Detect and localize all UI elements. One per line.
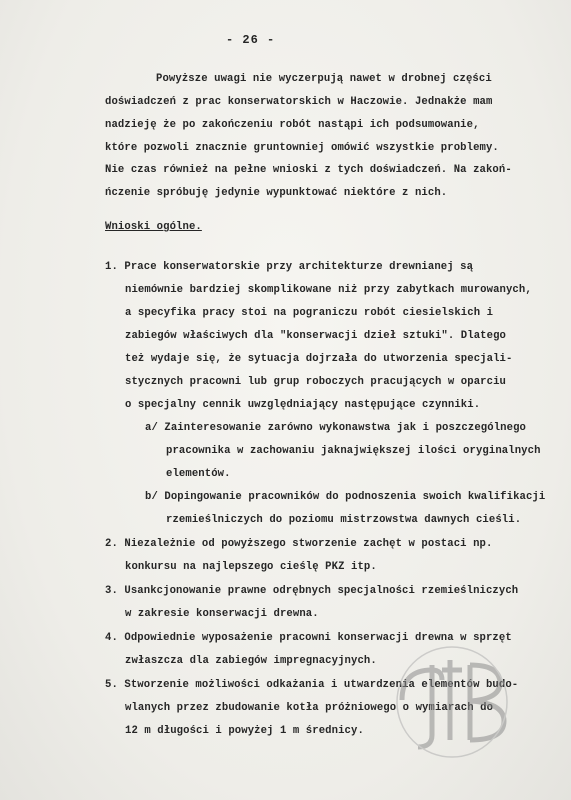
- point-line: 2. Niezależnie od powyższego stworzenie zachęt w postaci np.: [105, 538, 493, 550]
- point-line: b/ Dopingowanie pracowników do podnoszenia swoich kwalifikacji: [145, 491, 546, 503]
- point-line: konkursu na najlepszego cieślę PKZ itp.: [125, 561, 377, 573]
- intro-line: które pozwoli znacznie gruntowniej omówić wszystkie problemy.: [105, 142, 499, 154]
- point-line: pracownika w zachowaniu jaknajwiększej ilości oryginalnych: [166, 445, 541, 457]
- point-line: o specjalny cennik uwzględniający następujące czynniki.: [125, 399, 481, 411]
- point-line: też wydaje się, że sytuacja dojrzała do utworzenia specjali-: [125, 353, 513, 365]
- point-line: wlanych przez zbudowanie kotła próżniowego o wymiarach do: [125, 702, 494, 714]
- point-line: 4. Odpowiednie wyposażenie pracowni konserwacji drewna w sprzęt: [105, 632, 512, 644]
- point-line: rzemieślniczych do poziomu mistrzowstwa dawnych cieśli.: [166, 514, 522, 526]
- page-number: - 26 -: [226, 33, 276, 47]
- intro-line: Powyższe uwagi nie wyczerpują nawet w drobnej części: [156, 73, 492, 85]
- point-line: a specyfika pracy stoi na pograniczu robót ciesielskich i: [125, 307, 494, 319]
- intro-line: ńczenie spróbuję jedynie wypunktować niektóre z nich.: [105, 187, 448, 199]
- point-line: a/ Zainteresowanie zarówno wykonawstwa jak i poszczególnego: [145, 422, 526, 434]
- point-line: 3. Usankcjonowanie prawne odrębnych specjalności rzemieślniczych: [105, 585, 519, 597]
- point-line: niemównie bardziej skomplikowane niż przy zabytkach murowanych,: [125, 284, 532, 296]
- archive-stamp: [372, 640, 522, 760]
- point-line: 1. Prace konserwatorskie przy architekturze drewnianej są: [105, 261, 474, 273]
- point-line: zabiegów właściwych dla "konserwacji dzieł sztuki". Dlatego: [125, 330, 506, 342]
- point-line: elementów.: [166, 468, 231, 480]
- point-line: stycznych pracowni lub grup roboczych pracujących w oparciu: [125, 376, 506, 388]
- section-heading: Wnioski ogólne.: [105, 221, 202, 233]
- intro-line: nadzieję że po zakończeniu robót nastąpi ich podsumowanie,: [105, 119, 480, 131]
- point-line: w zakresie konserwacji drewna.: [125, 608, 319, 620]
- intro-line: doświadczeń z prac konserwatorskich w Haczowie. Jednakże mam: [105, 96, 493, 108]
- point-line: 5. Stworzenie możliwości odkażania i utwardzenia elementów budo-: [105, 679, 519, 691]
- point-line: 12 m długości i powyżej 1 m średnicy.: [125, 725, 364, 737]
- intro-line: Nie czas również na pełne wnioski z tych doświadczeń. Na zakoń-: [105, 164, 512, 176]
- point-line: zwłaszcza dla zabiegów impregnacyjnych.: [125, 655, 377, 667]
